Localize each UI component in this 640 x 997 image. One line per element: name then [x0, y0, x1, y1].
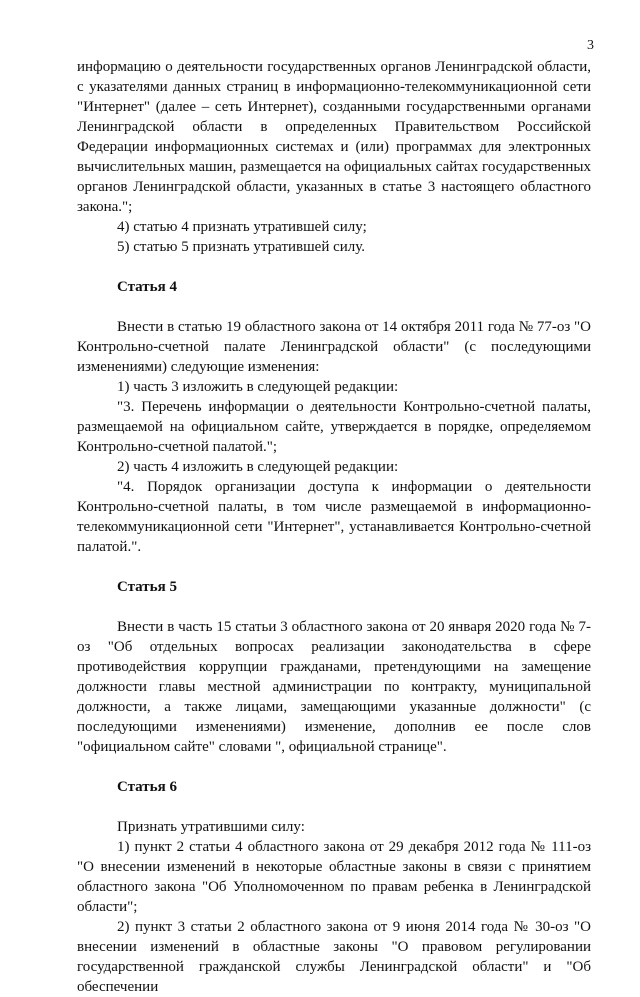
article-4-quote-2: "4. Порядок организации доступа к информации о деятельности Контрольно-счетной палаты, в том числе размещаемой в информационно-телекоммуникационной сети "Интернет", устанавливается Контрольно-счетной палатой.".	[77, 479, 591, 555]
article-5-heading: Статья 5	[117, 579, 177, 595]
article-6-intro: Признать утратившими силу:	[117, 819, 305, 835]
article-4-item-1: 1) часть 3 изложить в следующей редакции:	[117, 379, 399, 395]
intro-item-4: 4) статью 4 признать утратившей силу;	[117, 219, 367, 235]
article-4-quote-1: "3. Перечень информации о деятельности Контрольно-счетной палаты, размещаемой на официальном сайте, утверждается в порядке, определяемом Контрольно-счетной палатой.";	[77, 399, 591, 455]
article-4-item-2: 2) часть 4 изложить в следующей редакции:	[117, 459, 399, 475]
article-4-intro: Внести в статью 19 областного закона от 14 октября 2011 года № 77-оз "О Контрольно-счетной палате Ленинградской области" (с последующими изменениями) следующие изменения:	[77, 319, 591, 375]
page-number: 3	[587, 38, 594, 53]
document-body	[77, 57, 591, 997]
article-4-heading: Статья 4	[117, 279, 177, 295]
intro-paragraph: информацию о деятельности государственных органов Ленинградской области, с указателями данных страниц в информационно-телекоммуникационной сети "Интернет" (далее – сеть Интернет), созданными государственными органами Ленинградской области в определенных Правительством Российской Федерации информационных системах и (или) программах для электронных вычислительных машин, размещается на официальных сайтах государственных органов Ленинградской области, указанных в статье 3 настоящего областного закона.";	[77, 59, 591, 215]
article-5-text: Внести в часть 15 статьи 3 областного закона от 20 января 2020 года № 7-оз "Об отдельных вопросах реализации законодательства в сфере противодействия коррупции гражданами, претендующими на замещение должности главы местной администрации по контракту, муниципальной должности, а также лицами, замещающими указанные должности" (с последующими изменениями) изменение, дополнив ее после слов "официальном сайте" словами ", официальной странице".	[77, 619, 591, 755]
intro-item-5: 5) статью 5 признать утратившей силу.	[117, 239, 366, 255]
article-6-heading: Статья 6	[117, 779, 177, 795]
article-6-item-2: 2) пункт 3 статьи 2 областного закона от 9 июня 2014 года № 30-оз "О внесении изменений в областные законы "О правовом регулировании государственной гражданской службы Ленинградской области" и "Об обеспечении	[77, 919, 591, 995]
article-6-item-1: 1) пункт 2 статьи 4 областного закона от 29 декабря 2012 года № 111-оз "О внесении изменений в некоторые областные законы в связи с принятием областного закона "Об Уполномоченном по правам ребенка в Ленинградской области";	[77, 839, 591, 915]
